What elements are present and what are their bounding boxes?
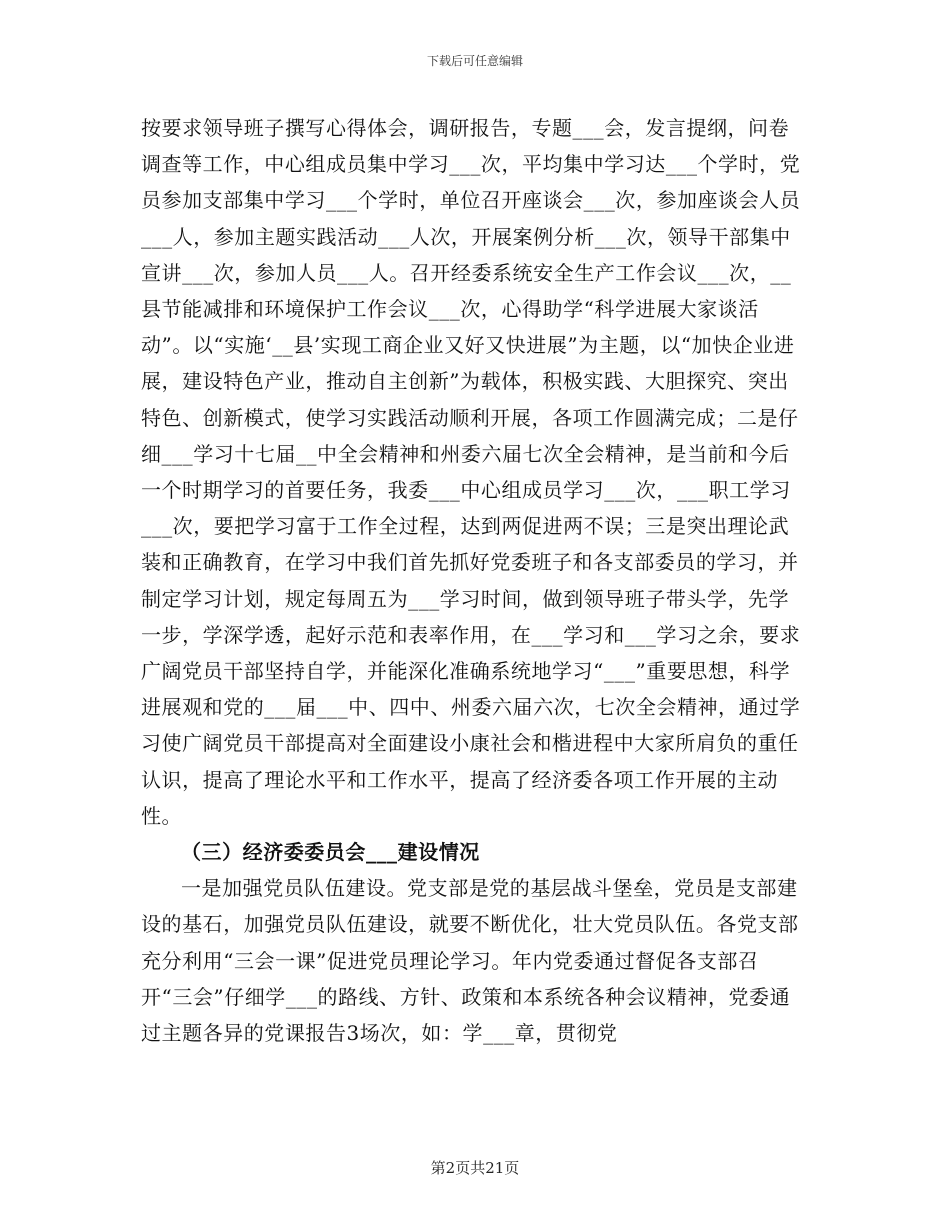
paragraph-1: 按要求领导班子撰写心得体会，调研报告，专题___会，发言提纲，问卷调查等工作，中心组成员集中学习___次，平均集中学习达___个学时，党员参加支部集中学习___个学时，单位召开座谈会___次，参加座谈会人员___人，参加主题实践活动___人次，开展案例分析___次，领导干部集中宣讲___次，参加人员___人。召开经委系统安全生产工作会议___次，__县节能减排和环境保护工作会议___次，心得助学“科学进展大家谈活动”。以“实施‘__县’实现工商企业又好又快进展”为主题，以“加快企业进展，建设特色产业，推动自主创新”为载体，积极实践、大胆探究、突出特色、创新模式，使学习实践活动顺利开展，各项工作圆满完成；二是仔细___学习十七届__中全会精神和州委六届七次全会精神，是当前和今后一个时期学习的首要任务，我委___中心组成员学习___次，___职工学习___次，要把学习富于工作全过程，达到两促进两不误；三是突出理论武装和正确教育，在学习中我们首先抓好党委班子和各支部委员的学习，并制定学习计划，规定每周五为___学习时间，做到领导班子带头学，先学一步，学深学透，起好示范和表率作用，在___学习和___学习之余，要求广阔党员干部坚持自学，并能深化准确系统地学习“___”重要思想，科学进展观和党的___届___中、四中、州委六届六次，七次全会精神，通过学习使广阔党员干部提高对全面建设小康社会和楷进程中大家所肩负的重任认识，提高了理论水平和工作水平，提高了经济委各项工作开展的主动性。: [141, 116, 801, 828]
page-header: 下载后可任意编辑: [426, 54, 523, 68]
page-footer: 第2页共21页: [430, 1159, 520, 1177]
document-body: [141, 110, 806, 1051]
section-heading: （三）经济委委员会___建设情况: [181, 840, 480, 865]
paragraph-2: 一是加强党员队伍建设。党支部是党的基层战斗堡垒，党员是支部建设的基石，加强党员队伍建设，就要不断优化，壮大党员队伍。各党支部充分利用“三会一课”促进党员理论学习。年内党委通过督促各支部召开“三会”仔细学___的路线、方针、政策和本系统各种会议精神，党委通过主题各异的党课报告3场次，如：学___章，贯彻党: [141, 876, 799, 1046]
